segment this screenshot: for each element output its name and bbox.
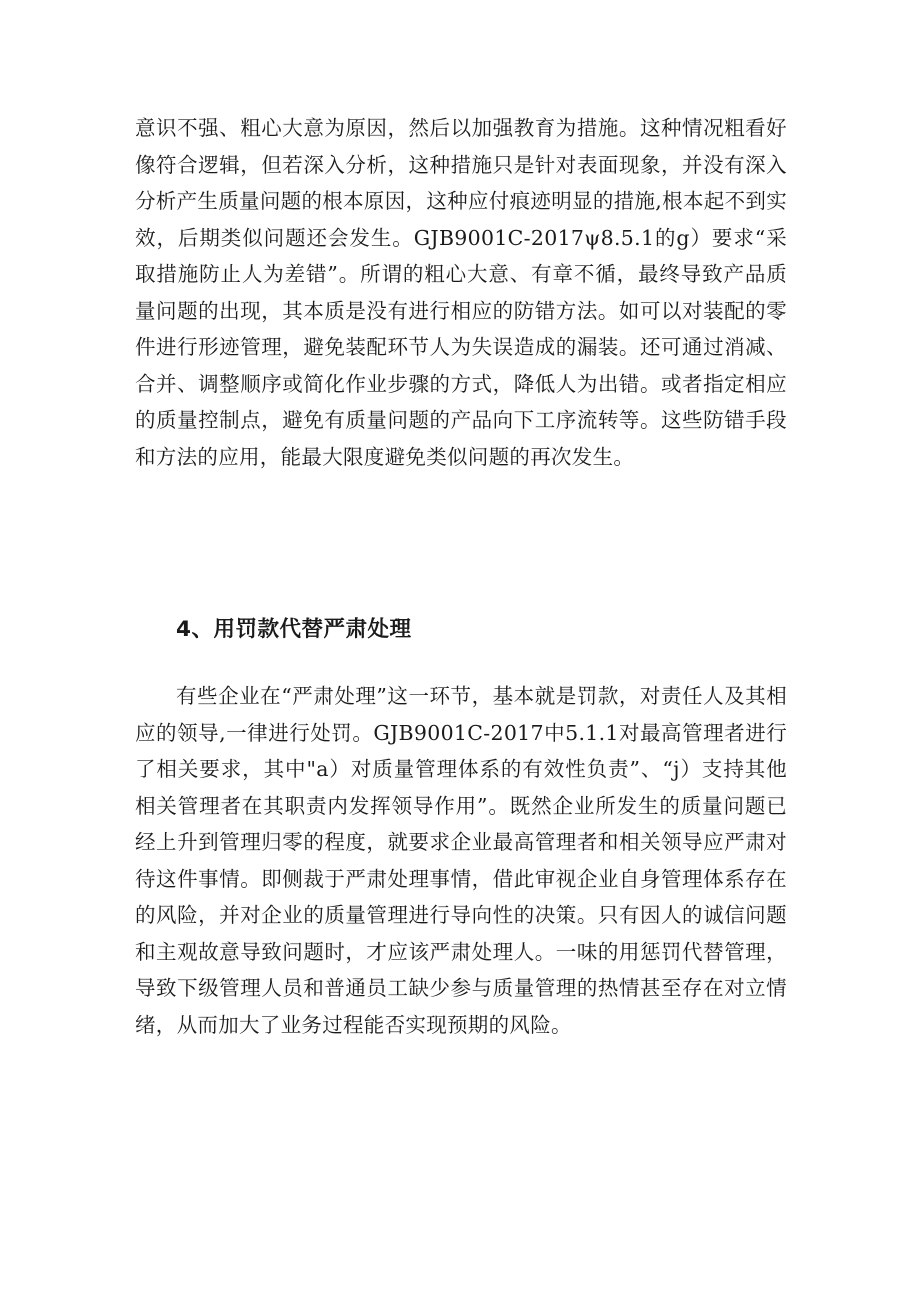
- body-paragraph-1: 意识不强、粗心大意为原因，然后以加强教育为措施。这种情况粗看好像符合逻辑，但若深入分析，这种措施只是针对表面现象，并没有深入分析产生质量问题的根本原因，这种应付痕迹明显的措施,根本起不到实效，后期类似问题还会发生。GJB9001C-2017ψ8.5.1的g）要求“采取措施防止人为差错”。所谓的粗心大意、有章不循，最终导致产品质量问题的出现，其本质是没有进行相应的防错方法。如可以对装配的零件进行形迹管理，避免装配环节人为失误造成的漏装。还可通过消减、合并、调整顺序或简化作业步骤的方式，降低人为出错。或者指定相应的质量控制点，避免有质量问题的产品向下工序流转等。这些防错手段和方法的应用，能最大限度避免类似问题的再次发生。: [135, 116, 787, 469]
- section-heading: 4、用罚款代替严肃处理: [176, 617, 412, 642]
- body-paragraph-2: 有些企业在“严肃处理”这一环节，基本就是罚款，对责任人及其相应的领导,一律进行处罚。GJB9001C-2017中5.1.1对最高管理者进行了相关要求，其中"a）对质量管理体系的有效性负责”、“j）支持其他相关管理者在其职责内发挥领导作用”。既然企业所发生的质量问题已经上升到管理归零的程度，就要求企业最高管理者和相关领导应严肃对待这件事情。即侧裁于严肃处理事情，借此审视企业自身管理体系存在的风险，并对企业的质量管理进行导向性的决策。只有因人的诚信问题和主观故意导致问题时，才应该严肃处理人。一味的用惩罚代替管理，导致下级管理人员和普通员工缺少参与质量管理的热情甚至存在对立情绪，从而加大了业务过程能否实现预期的风险。: [135, 684, 787, 1037]
